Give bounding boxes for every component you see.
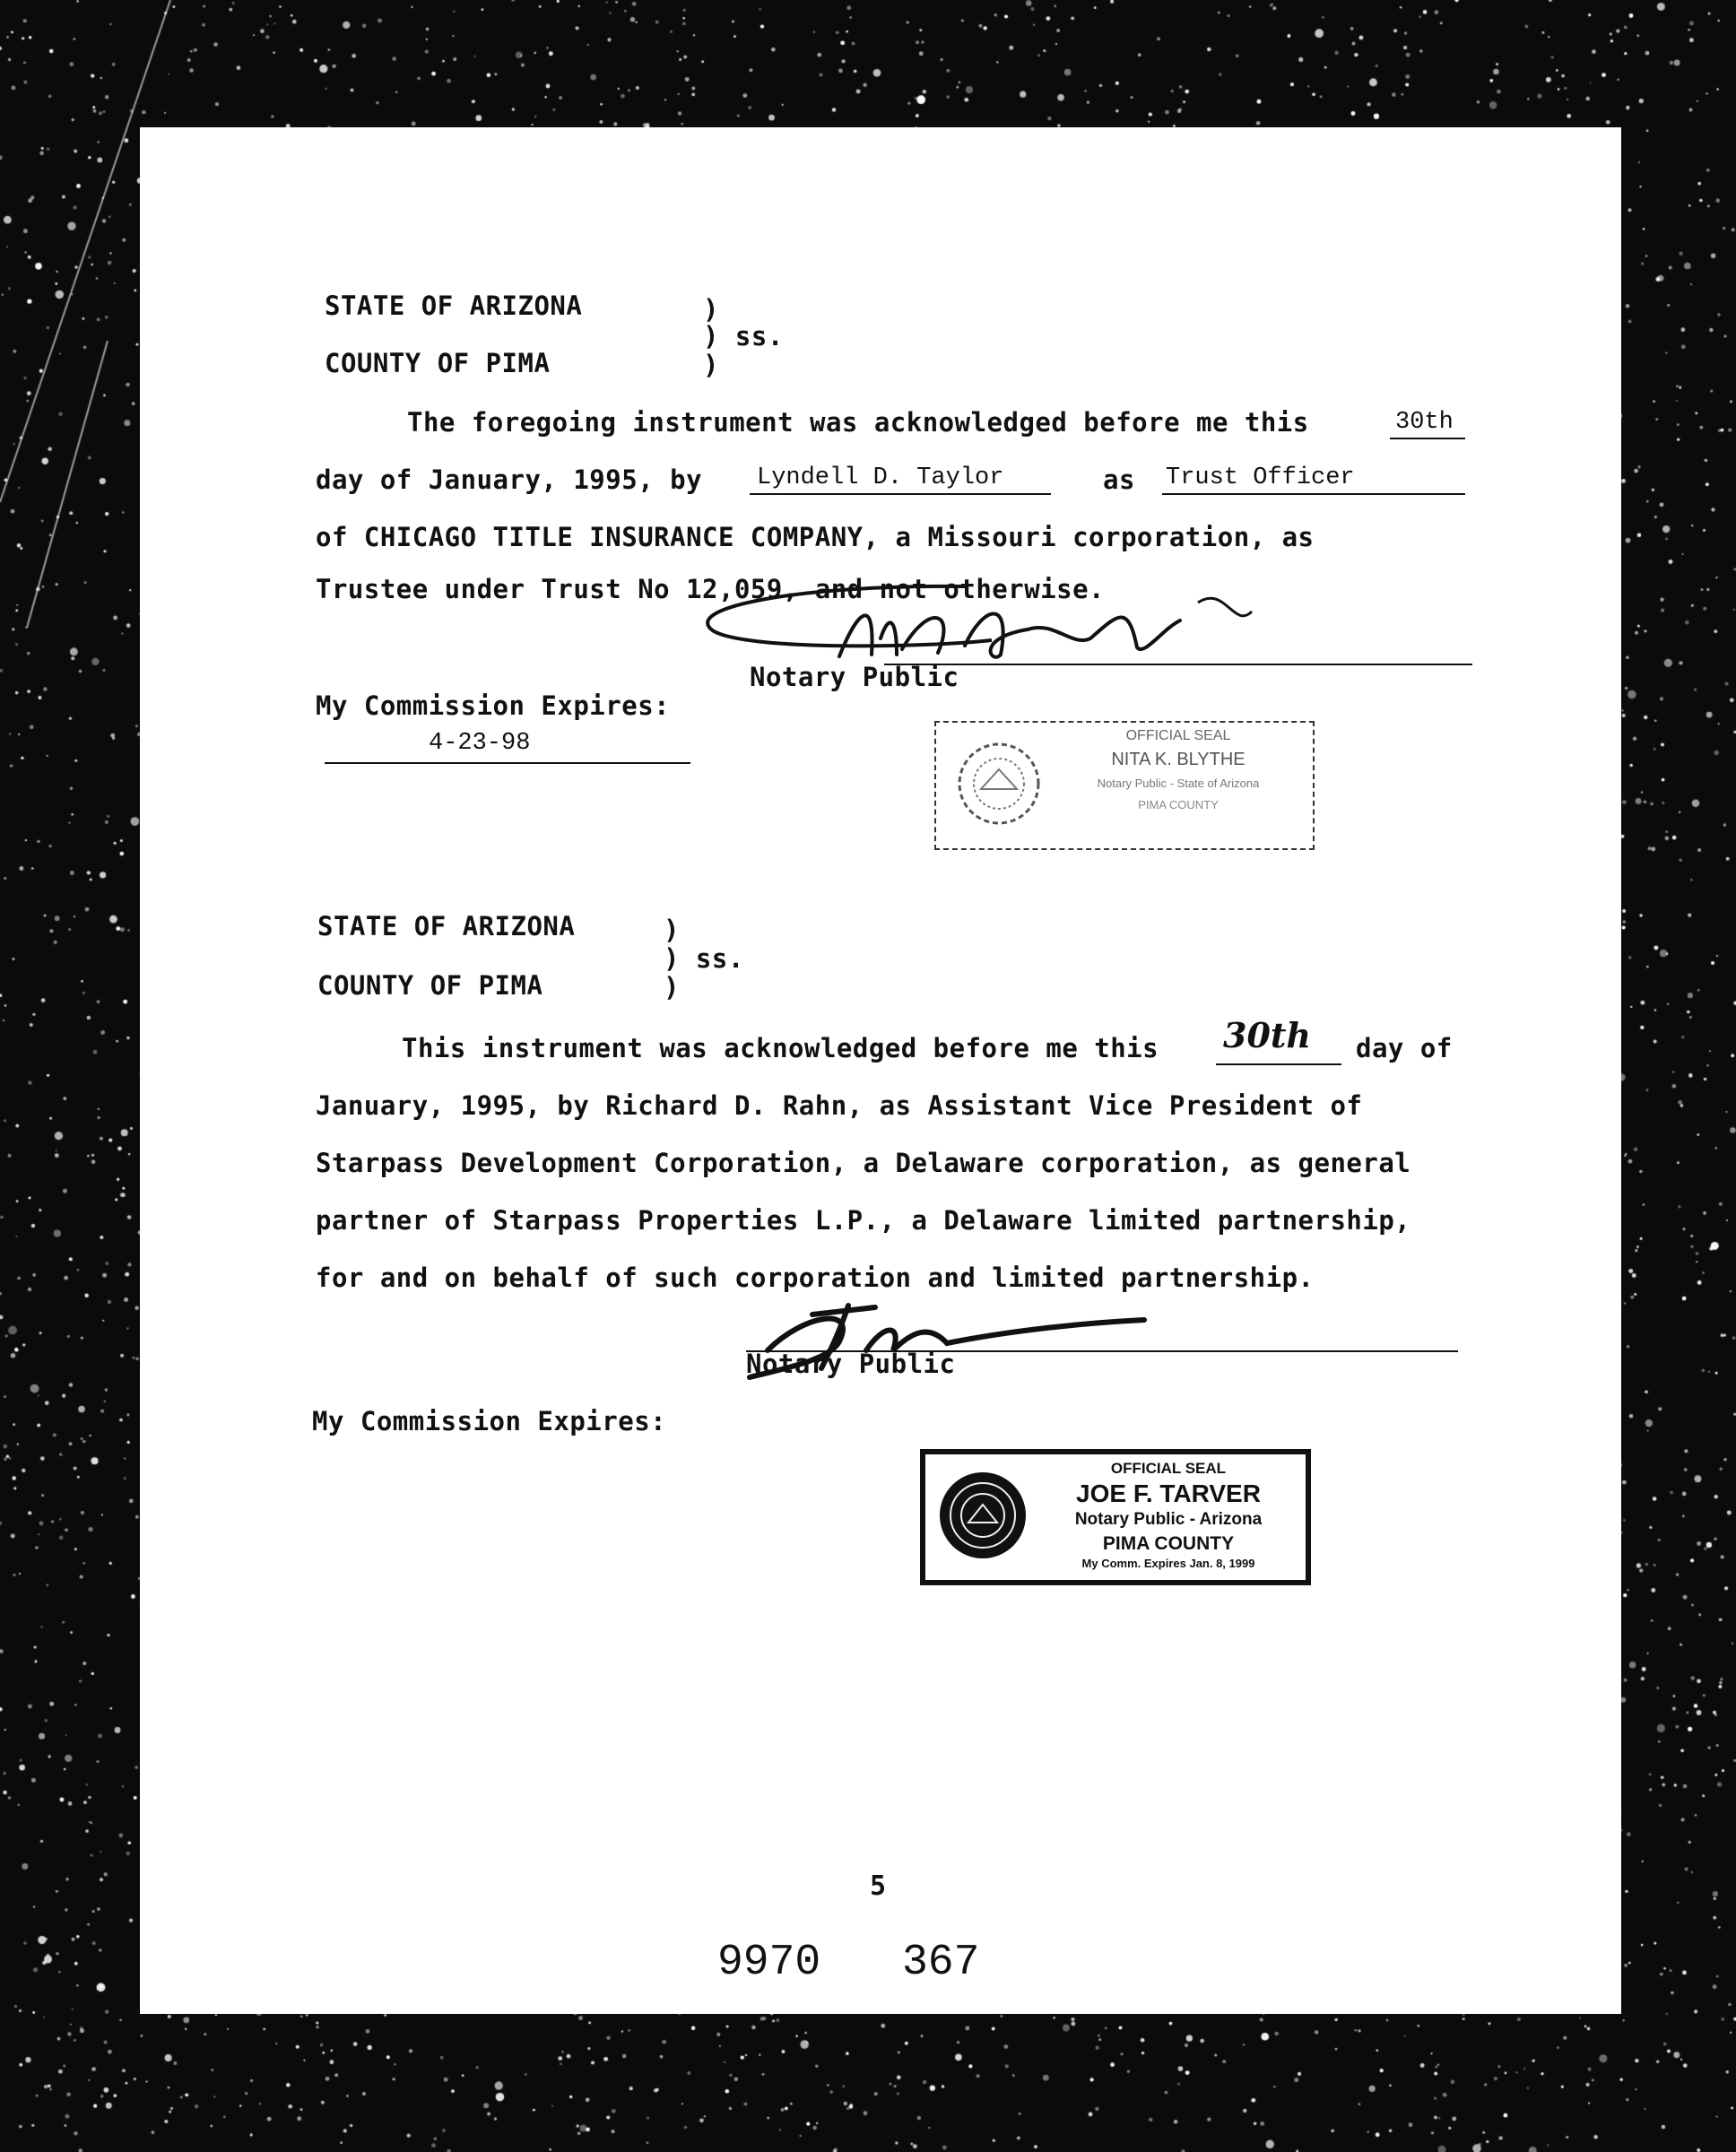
ack-day-1: 30th [1395,409,1454,436]
ack-line-4: Trustee under Trust No 12,059, and not otherwise. [316,574,1106,604]
title-underline-1 [1162,493,1465,495]
seal-2-line-4: PIMA COUNTY [1102,1533,1235,1554]
seal-2-line-3: Notary Public - Arizona [1074,1510,1263,1529]
day-underline-2 [1216,1063,1341,1065]
venue-paren-2c: ) [664,972,680,1002]
commission-label-1: My Commission Expires: [316,690,671,721]
seal-1-line-4: PIMA COUNTY [1138,798,1219,811]
commission-date-underline-1 [325,762,690,764]
venue-paren-1c: ) [703,350,719,380]
signer-title-1: Trust Officer [1166,464,1355,491]
ack-line-1: The foregoing instrument was acknowledged before me this [407,407,1309,438]
signer-name-1: Lyndell D. Taylor [757,464,1004,491]
state-seal-emblem-icon [936,1469,1029,1562]
state-heading-2: STATE OF ARIZONA [317,911,576,941]
official-seal-2 [920,1449,1311,1585]
venue-paren-1a: ) [703,294,719,325]
state-seal-emblem-icon [954,739,1044,829]
record-book-number: 9970 [717,1939,821,1987]
ack2-line-4: partner of Starpass Properties L.P., a Delaware limited partnership, [316,1205,1411,1236]
record-page-number: 367 [902,1939,980,1987]
ack2-line-2: January, 1995, by Richard D. Rahn, as Assistant Vice President of [316,1090,1363,1121]
ack-line-3: of CHICAGO TITLE INSURANCE COMPANY, a Missouri corporation, as [316,522,1315,552]
commission-date-1: 4-23-98 [429,730,531,757]
venue-ss-2: ) ss. [664,943,744,974]
notary-public-label-1: Notary Public [750,662,959,692]
notary-public-label-2: Notary Public [746,1349,956,1379]
seal-2-line-5: My Comm. Expires Jan. 8, 1999 [1081,1557,1255,1570]
venue-paren-2a: ) [664,915,680,945]
state-heading-1: STATE OF ARIZONA [325,291,583,321]
name-underline-1 [750,493,1051,495]
as-word-1: as [1103,464,1135,495]
seal-2-line-2: JOE F. TARVER [1076,1480,1261,1507]
seal-1-line-3: Notary Public - State of Arizona [1097,777,1260,790]
day-underline-1 [1390,438,1465,439]
ack2-line-3: Starpass Development Corporation, a Delaware corporation, as general [316,1148,1411,1178]
ack2-line-1a: This instrument was acknowledged before me this [402,1033,1159,1063]
official-seal-1 [934,721,1315,850]
county-heading-1: COUNTY OF PIMA [325,348,551,378]
ack2-line-1b: day of [1356,1033,1453,1063]
ack2-line-5: for and on behalf of such corporation and limited partnership. [316,1263,1315,1293]
venue-ss-1: ) ss. [703,321,784,351]
county-heading-2: COUNTY OF PIMA [317,970,543,1001]
page-number: 5 [870,1870,887,1902]
notary-signature-1 [696,576,1377,674]
commission-label-2: My Commission Expires: [312,1406,667,1436]
notary-signature-line-1 [884,664,1472,665]
document-page [140,127,1621,2014]
ack-line-2: day of January, 1995, by [316,464,703,495]
seal-1-line-2: NITA K. BLYTHE [1111,750,1246,769]
seal-1-line-1: OFFICIAL SEAL [1125,728,1231,743]
seal-2-line-1: OFFICIAL SEAL [1110,1460,1227,1477]
ack2-day-handwritten: 30th [1223,1015,1312,1055]
